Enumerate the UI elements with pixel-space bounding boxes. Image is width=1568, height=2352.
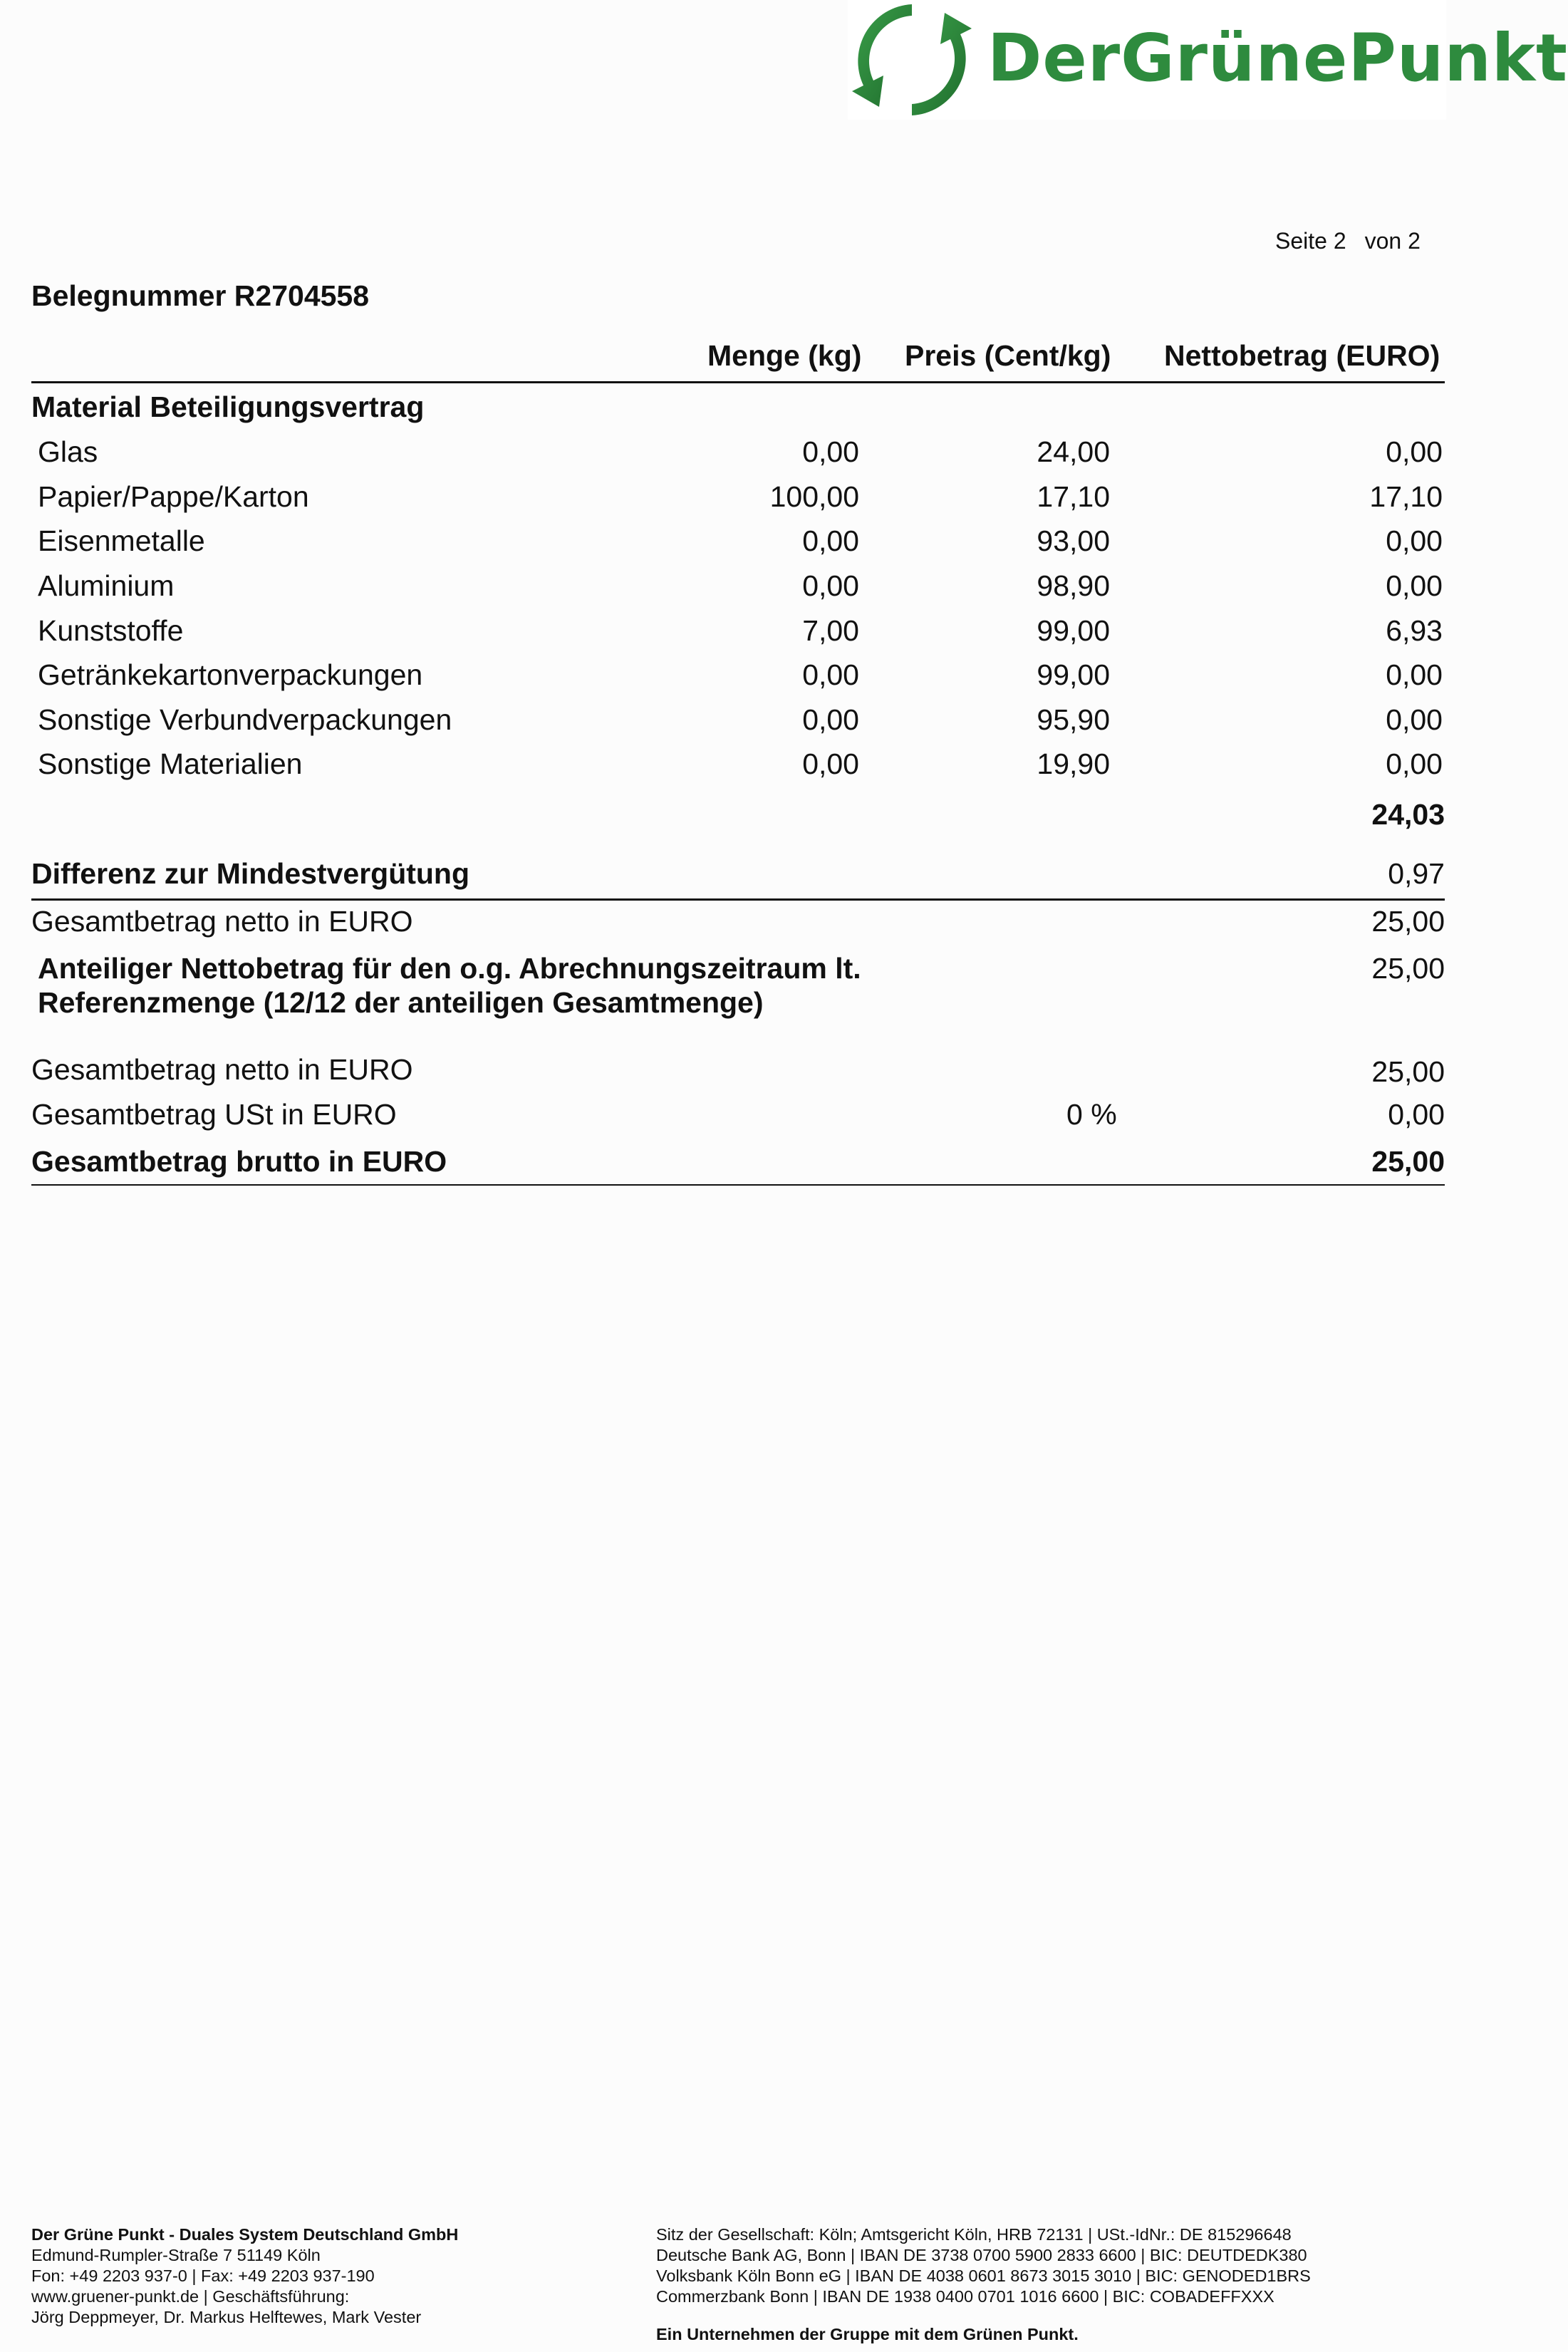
page-current: Seite 2 [1275, 228, 1346, 254]
row-preis: 99,00 [1037, 658, 1110, 691]
document-number: Belegnummer R2704558 [31, 279, 370, 312]
company-logo [848, 0, 1568, 120]
footer-management: Jörg Deppmeyer, Dr. Markus Helftewes, Mark Vester [31, 2308, 422, 2326]
row-netto: 0,00 [1386, 524, 1443, 557]
table-row [0, 747, 1505, 792]
row-label: Sonstige Verbundverpackungen [38, 703, 452, 736]
footer-left [31, 2224, 458, 2328]
row-preis: 17,10 [1037, 480, 1110, 513]
anteilig-value: 25,00 [1371, 952, 1445, 985]
gesamt-netto2-label: Gesamtbetrag netto in EURO [31, 1053, 413, 1086]
row-preis: 93,00 [1037, 524, 1110, 557]
differenz-rule [31, 898, 1445, 901]
header-menge: Menge (kg) [707, 339, 862, 372]
table-row [0, 658, 1505, 703]
row-preis: 99,00 [1037, 614, 1110, 647]
header-preis: Preis (Cent/kg) [905, 339, 1111, 372]
table-row [0, 614, 1505, 658]
logo-wordmark: DerGrünePunkt [987, 20, 1568, 96]
row-netto: 0,00 [1386, 435, 1443, 468]
brutto-label: Gesamtbetrag brutto in EURO [31, 1145, 447, 1178]
footer-right [656, 2224, 1311, 2307]
brutto-rule [31, 1184, 1445, 1186]
gesamt-netto-label: Gesamtbetrag netto in EURO [31, 905, 413, 938]
row-netto: 0,00 [1386, 703, 1443, 736]
footer-website: www.gruener-punkt.de | Geschäftsführung: [31, 2287, 350, 2306]
subtotal-value: 24,03 [1371, 798, 1445, 831]
brutto-value: 25,00 [1371, 1145, 1445, 1178]
differenz-value: 0,97 [1388, 857, 1445, 890]
footer-phone-fax: Fon: +49 2203 937-0 | Fax: +49 2203 937-190 [31, 2266, 375, 2285]
section-title: Material Beteiligungsvertrag [31, 390, 425, 423]
gesamt-netto2-value: 25,00 [1371, 1055, 1445, 1088]
table-row [0, 480, 1505, 524]
row-label: Aluminium [38, 569, 175, 602]
footer-bank-2: Volksbank Köln Bonn eG | IBAN DE 4038 0601 8673 3015 3010 | BIC: GENODED1BRS [656, 2266, 1311, 2285]
ust-label: Gesamtbetrag USt in EURO [31, 1098, 397, 1131]
footer-bank-3: Commerzbank Bonn | IBAN DE 1938 0400 0701 1016 6600 | BIC: COBADEFFXXX [656, 2287, 1274, 2306]
row-menge: 0,00 [802, 703, 859, 736]
table-row [0, 569, 1505, 613]
row-netto: 17,10 [1369, 480, 1443, 513]
footer-registry: Sitz der Gesellschaft: Köln; Amtsgericht Köln, HRB 72131 | USt.-IdNr.: DE 815296648 [656, 2225, 1292, 2244]
green-dot-logo-icon [848, 0, 976, 120]
gesamt-netto-value: 25,00 [1371, 905, 1445, 938]
footer-bank-1: Deutsche Bank AG, Bonn | IBAN DE 3738 0700 5900 2833 6600 | BIC: DEUTDEDK380 [656, 2246, 1307, 2264]
ust-rate: 0 % [1066, 1098, 1117, 1131]
anteilig-label-line2: Referenzmenge (12/12 der anteiligen Gesamtmenge) [38, 986, 764, 1019]
row-preis: 19,90 [1037, 747, 1110, 780]
footer-tagline: Ein Unternehmen der Gruppe mit dem Grünen Punkt. [656, 2325, 1079, 2343]
row-menge: 0,00 [802, 435, 859, 468]
row-preis: 95,90 [1037, 703, 1110, 736]
row-netto: 0,00 [1386, 658, 1443, 691]
row-preis: 98,90 [1037, 569, 1110, 602]
row-label: Kunststoffe [38, 614, 184, 647]
row-netto: 0,00 [1386, 569, 1443, 602]
table-row [0, 435, 1505, 480]
footer-address: Edmund-Rumpler-Straße 7 51149 Köln [31, 2246, 321, 2264]
row-netto: 0,00 [1386, 747, 1443, 780]
ust-value: 0,00 [1388, 1098, 1445, 1131]
header-netto: Nettobetrag (EURO) [1164, 339, 1440, 372]
row-menge: 0,00 [802, 569, 859, 602]
row-menge: 100,00 [769, 480, 859, 513]
row-netto: 6,93 [1386, 614, 1443, 647]
row-label: Glas [38, 435, 98, 468]
row-label: Eisenmetalle [38, 524, 205, 557]
row-label: Papier/Pappe/Karton [38, 480, 309, 513]
row-menge: 0,00 [802, 747, 859, 780]
row-menge: 7,00 [802, 614, 859, 647]
page-total: von 2 [1364, 228, 1421, 254]
differenz-label: Differenz zur Mindestvergütung [31, 857, 470, 890]
page-number [1275, 228, 1439, 254]
footer-company-name: Der Grüne Punkt - Duales System Deutschland GmbH [31, 2225, 459, 2244]
row-label: Sonstige Materialien [38, 747, 303, 780]
table-row [0, 524, 1505, 569]
row-menge: 0,00 [802, 658, 859, 691]
anteilig-label-line1: Anteiliger Nettobetrag für den o.g. Abrechnungszeitraum lt. [38, 952, 861, 985]
row-menge: 0,00 [802, 524, 859, 557]
row-preis: 24,00 [1037, 435, 1110, 468]
table-row [0, 703, 1505, 747]
header-rule [31, 381, 1445, 383]
row-label: Getränkekartonverpackungen [38, 658, 423, 691]
